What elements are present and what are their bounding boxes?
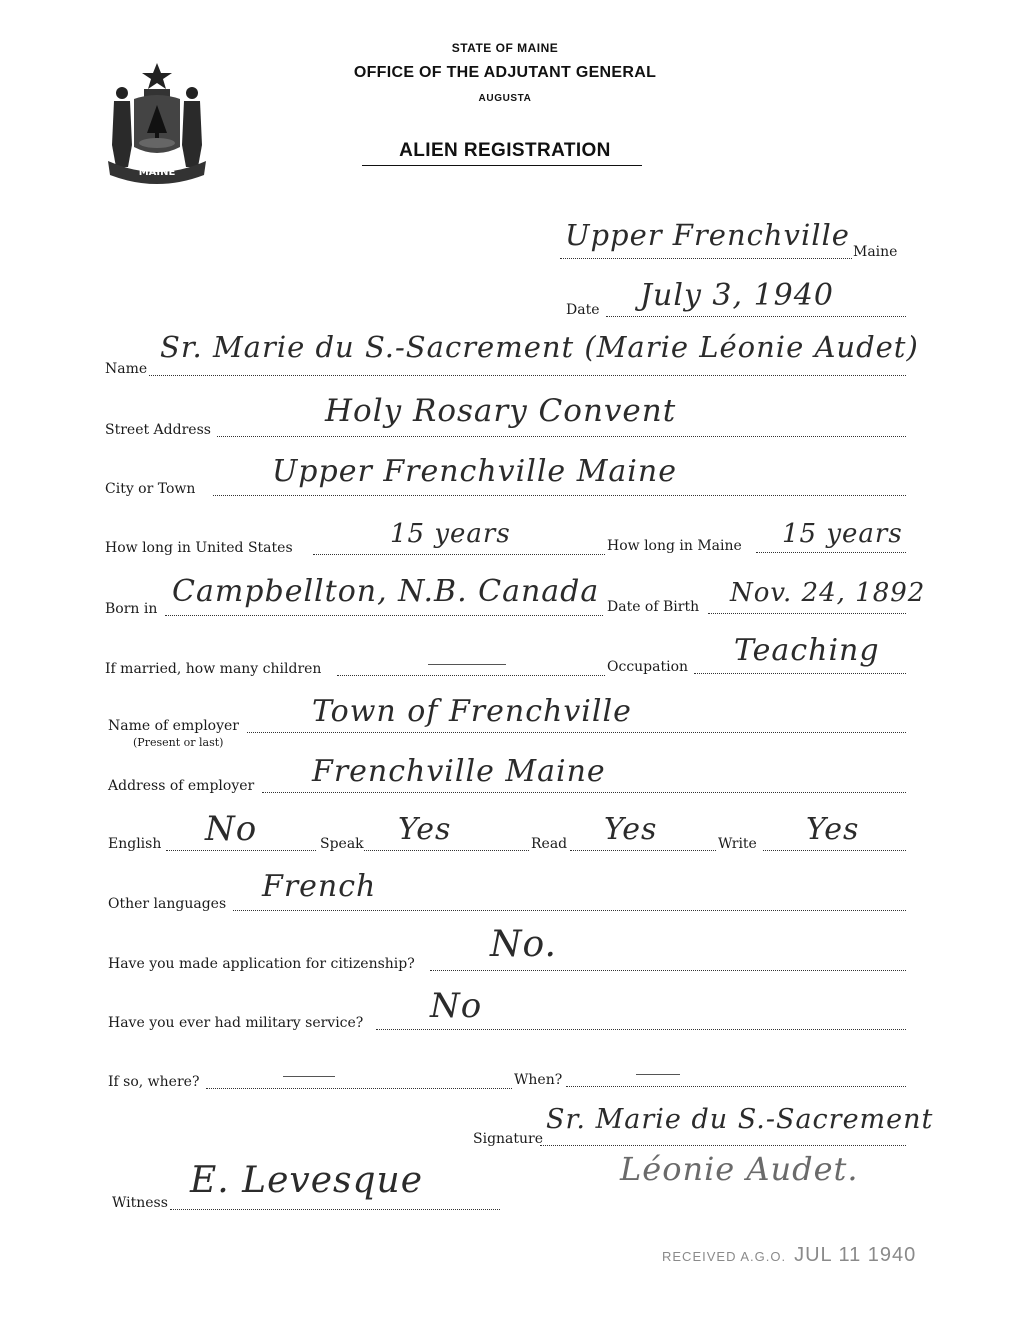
- city-heading: AUGUSTA: [478, 93, 532, 104]
- seal-banner-text: MAINE: [138, 167, 176, 178]
- where-dash: [283, 1076, 335, 1077]
- signature-value: Sr. Marie du S.-Sacrement: [546, 1104, 934, 1135]
- date-value: July 3, 1940: [640, 278, 834, 313]
- how-long-us-value: 15 years: [390, 519, 511, 549]
- children-label: If married, how many children: [105, 661, 322, 677]
- street-address-value: Holy Rosary Convent: [325, 393, 677, 429]
- read-line: [570, 850, 716, 851]
- title-underline: [362, 165, 642, 166]
- speak-value: Yes: [398, 812, 452, 847]
- received-stamp: [662, 1244, 916, 1267]
- where-line: [206, 1088, 512, 1089]
- employer-address-label: Address of employer: [108, 778, 255, 794]
- name-value: Sr. Marie du S.-Sacrement (Marie Léonie Audet): [160, 330, 919, 364]
- signature-line: [540, 1145, 906, 1146]
- write-label: Write: [718, 836, 757, 852]
- street-address-label: Street Address: [105, 422, 211, 438]
- english-value: No: [205, 809, 258, 849]
- military-value: No: [430, 986, 483, 1026]
- read-value: Yes: [604, 812, 658, 847]
- received-stamp-date: JUL 11 1940: [794, 1244, 917, 1266]
- other-languages-value: French: [262, 869, 377, 904]
- occupation-line: [694, 673, 906, 674]
- employer-address-value: Frenchville Maine: [312, 754, 606, 789]
- children-line: [337, 675, 605, 676]
- employer-address-line: [262, 792, 906, 793]
- speak-line: [364, 850, 529, 851]
- employer-name-label: Name of employer: [108, 718, 239, 734]
- how-long-maine-line: [756, 552, 906, 553]
- city-town-label: City or Town: [105, 481, 196, 497]
- born-in-value: Campbellton, N.B. Canada: [172, 574, 600, 609]
- date-line: [606, 316, 906, 317]
- when-label: When?: [514, 1072, 563, 1088]
- occupation-value: Teaching: [734, 633, 880, 668]
- read-label: Read: [531, 836, 568, 852]
- city-town-value: Upper Frenchville Maine: [272, 454, 677, 489]
- speak-label: Speak: [320, 836, 364, 852]
- english-label: English: [108, 836, 162, 852]
- date-of-birth-label: Date of Birth: [607, 599, 700, 615]
- city-town-line: [213, 495, 906, 496]
- place-line: [560, 258, 852, 259]
- when-dash: [636, 1074, 680, 1075]
- how-long-us-line: [313, 554, 605, 555]
- office-heading: OFFICE OF THE ADJUTANT GENERAL: [353, 64, 657, 81]
- employer-name-value: Town of Frenchville: [312, 694, 632, 729]
- how-long-us-label: How long in United States: [105, 540, 293, 556]
- street-address-line: [217, 436, 906, 437]
- name-label: Name: [105, 361, 148, 377]
- signature-label: Signature: [473, 1131, 544, 1147]
- other-languages-label: Other languages: [108, 896, 227, 912]
- witness-label: Witness: [112, 1195, 168, 1211]
- how-long-maine-label: How long in Maine: [607, 538, 742, 554]
- born-in-line: [165, 615, 603, 616]
- how-long-maine-value: 15 years: [782, 519, 903, 549]
- signature-value-second: Léonie Audet.: [620, 1150, 859, 1188]
- place-value: Upper Frenchville: [565, 218, 850, 252]
- citizenship-label: Have you made application for citizenship?: [108, 956, 415, 972]
- employer-name-sublabel: (Present or last): [133, 736, 224, 749]
- date-of-birth-value: Nov. 24, 1892: [730, 578, 926, 608]
- occupation-label: Occupation: [607, 659, 689, 675]
- date-label: Date: [566, 302, 600, 318]
- write-value: Yes: [806, 812, 860, 847]
- military-line: [376, 1029, 906, 1030]
- employer-name-line: [247, 732, 906, 733]
- english-line: [166, 850, 316, 851]
- place-suffix: Maine: [853, 244, 898, 260]
- military-label: Have you ever had military service?: [108, 1015, 364, 1031]
- other-languages-line: [233, 910, 906, 911]
- received-stamp-text: RECEIVED A.G.O.: [662, 1249, 787, 1264]
- name-line: [149, 375, 906, 376]
- citizenship-line: [430, 970, 906, 971]
- witness-line: [170, 1209, 500, 1210]
- where-label: If so, where?: [108, 1074, 200, 1090]
- witness-value: E. Levesque: [190, 1160, 424, 1201]
- citizenship-value: No.: [490, 924, 557, 965]
- when-line: [566, 1086, 906, 1087]
- write-line: [763, 850, 906, 851]
- form-title: ALIEN REGISTRATION: [399, 140, 611, 161]
- born-in-label: Born in: [105, 601, 158, 617]
- children-dash: [428, 664, 506, 665]
- date-of-birth-line: [708, 613, 906, 614]
- state-heading: STATE OF MAINE: [451, 41, 559, 55]
